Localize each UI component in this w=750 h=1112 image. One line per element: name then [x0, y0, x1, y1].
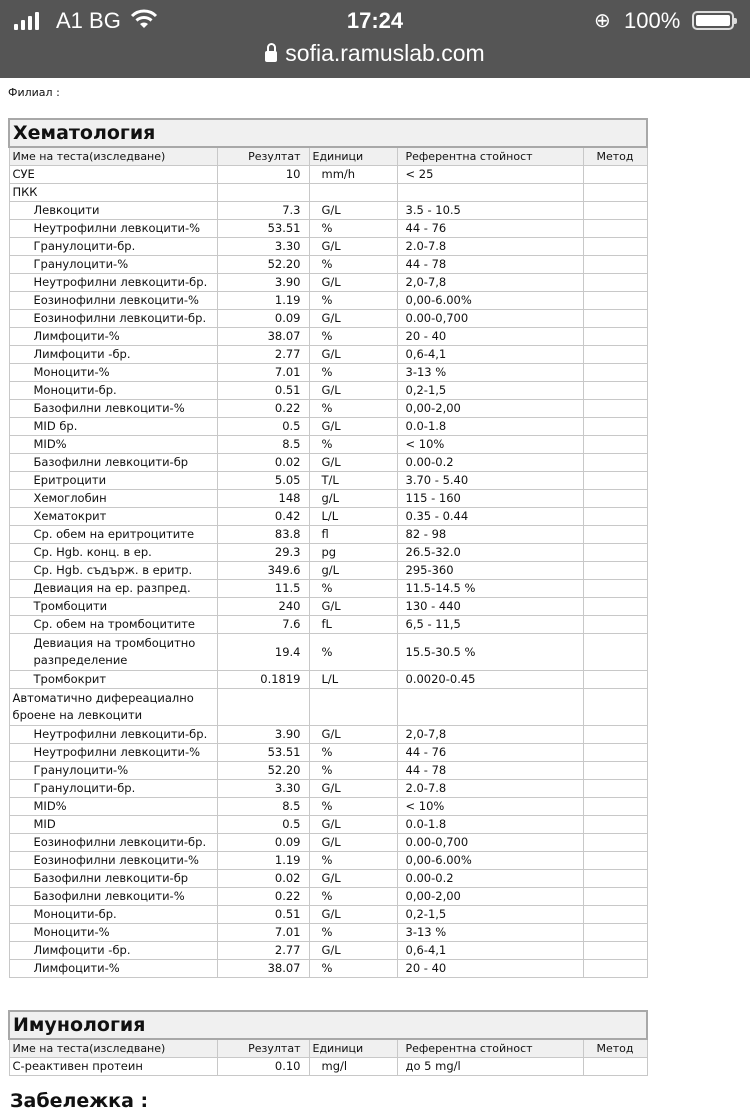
test-result: 0.09	[217, 834, 309, 852]
test-result: 3.30	[217, 238, 309, 256]
table-row	[9, 526, 647, 544]
test-name: Еозинофилни левкоцити-бр.	[9, 310, 217, 328]
test-method	[583, 906, 647, 924]
test-reference: 130 - 440	[397, 598, 583, 616]
table-row	[9, 328, 647, 346]
immunology-section	[8, 1010, 646, 1076]
test-method	[583, 166, 647, 184]
test-reference: 2,0-7,8	[397, 274, 583, 292]
test-unit: fl	[309, 526, 397, 544]
test-reference: 0.35 - 0.44	[397, 508, 583, 526]
test-method	[583, 598, 647, 616]
test-method	[583, 346, 647, 364]
test-name: Ср. Hgb. съдърж. в еритр.	[9, 562, 217, 580]
column-header: Име на теста(изследване)	[9, 147, 217, 166]
test-name: MID бр.	[9, 418, 217, 436]
test-reference: 20 - 40	[397, 328, 583, 346]
results-table	[8, 118, 648, 978]
note-heading: Забележка :	[10, 1090, 149, 1112]
test-reference: 0,00-6.00%	[397, 852, 583, 870]
test-reference: 0,00-6.00%	[397, 292, 583, 310]
table-row	[9, 689, 647, 726]
test-name: Базофилни левкоцити-бр	[9, 454, 217, 472]
test-reference: 295-360	[397, 562, 583, 580]
test-name: Ср. Hgb. конц. в ер.	[9, 544, 217, 562]
test-unit: L/L	[309, 508, 397, 526]
test-name: Гранулоцити-%	[9, 762, 217, 780]
test-name: Еозинофилни левкоцити-%	[9, 852, 217, 870]
column-header: Референтна стойност	[397, 147, 583, 166]
test-name: Левкоцити	[9, 202, 217, 220]
test-unit: G/L	[309, 346, 397, 364]
test-reference: 0,6-4,1	[397, 942, 583, 960]
test-name: MID%	[9, 798, 217, 816]
test-unit: %	[309, 960, 397, 978]
table-row	[9, 580, 647, 598]
test-result: 52.20	[217, 256, 309, 274]
test-unit: mm/h	[309, 166, 397, 184]
table-row	[9, 202, 647, 220]
table-row	[9, 960, 647, 978]
test-method	[583, 436, 647, 454]
test-reference: 0.0020-0.45	[397, 671, 583, 689]
test-name: Моноцити-%	[9, 364, 217, 382]
test-result: 3.30	[217, 780, 309, 798]
test-method	[583, 924, 647, 942]
test-result: 0.09	[217, 310, 309, 328]
test-reference: 3-13 %	[397, 364, 583, 382]
test-name: MID%	[9, 436, 217, 454]
test-result: 0.02	[217, 454, 309, 472]
test-method	[583, 292, 647, 310]
test-result: 53.51	[217, 744, 309, 762]
table-row	[9, 762, 647, 780]
table-row	[9, 238, 647, 256]
test-result: 0.1819	[217, 671, 309, 689]
status-bar	[0, 6, 750, 36]
test-name: MID	[9, 816, 217, 834]
test-reference: 3-13 %	[397, 924, 583, 942]
test-unit: pg	[309, 544, 397, 562]
test-method	[583, 508, 647, 526]
test-reference	[397, 184, 583, 202]
clock: 17:24	[346, 8, 404, 33]
test-reference: до 5 mg/l	[397, 1058, 583, 1076]
table-row	[9, 906, 647, 924]
test-reference: 0.00-0.2	[397, 454, 583, 472]
test-method	[583, 202, 647, 220]
test-method	[583, 744, 647, 762]
test-method	[583, 382, 647, 400]
test-name: Базофилни левкоцити-%	[9, 888, 217, 906]
test-name: Девиация на тромбоцитно разпределение	[9, 634, 217, 671]
test-method	[583, 274, 647, 292]
test-reference: 0,2-1,5	[397, 382, 583, 400]
test-result: 19.4	[217, 634, 309, 671]
test-reference: 6,5 - 11,5	[397, 616, 583, 634]
table-row	[9, 292, 647, 310]
test-result: 0.10	[217, 1058, 309, 1076]
test-name: Гранулоцити-бр.	[9, 238, 217, 256]
test-unit: %	[309, 256, 397, 274]
test-reference: 2.0-7.8	[397, 238, 583, 256]
test-method	[583, 671, 647, 689]
table-row	[9, 166, 647, 184]
test-reference: 44 - 78	[397, 762, 583, 780]
test-result: 148	[217, 490, 309, 508]
test-method	[583, 960, 647, 978]
test-method	[583, 1058, 647, 1076]
test-method	[583, 942, 647, 960]
test-result: 0.02	[217, 870, 309, 888]
table-row	[9, 924, 647, 942]
test-reference: 3.5 - 10.5	[397, 202, 583, 220]
test-result: 52.20	[217, 762, 309, 780]
test-result: 11.5	[217, 580, 309, 598]
test-method	[583, 834, 647, 852]
column-header: Метод	[583, 1039, 647, 1058]
results-table	[8, 1010, 648, 1076]
table-row	[9, 490, 647, 508]
section-title: Имунология	[9, 1011, 647, 1039]
test-unit: G/L	[309, 726, 397, 744]
test-name: Тромбоцити	[9, 598, 217, 616]
test-result: 8.5	[217, 436, 309, 454]
browser-top-bar	[0, 0, 750, 78]
test-unit: G/L	[309, 906, 397, 924]
test-name: Неутрофилни левкоцити-%	[9, 744, 217, 762]
test-unit: G/L	[309, 942, 397, 960]
test-method	[583, 238, 647, 256]
test-name: Гранулоцити-бр.	[9, 780, 217, 798]
test-unit: G/L	[309, 274, 397, 292]
test-reference: 3.70 - 5.40	[397, 472, 583, 490]
test-unit: %	[309, 634, 397, 671]
test-reference: < 10%	[397, 436, 583, 454]
table-header	[9, 147, 647, 166]
test-result: 1.19	[217, 852, 309, 870]
test-name: Неутрофилни левкоцити-%	[9, 220, 217, 238]
test-method	[583, 544, 647, 562]
test-unit: fL	[309, 616, 397, 634]
test-unit	[309, 689, 397, 726]
table-row	[9, 888, 647, 906]
test-name: Неутрофилни левкоцити-бр.	[9, 274, 217, 292]
table-row	[9, 780, 647, 798]
test-method	[583, 328, 647, 346]
test-reference: 0,00-2,00	[397, 400, 583, 418]
table-row	[9, 616, 647, 634]
test-name: Тромбокрит	[9, 671, 217, 689]
test-method	[583, 184, 647, 202]
test-method	[583, 762, 647, 780]
url-text: sofia.ramuslab.com	[285, 40, 485, 66]
test-reference: 0.00-0.2	[397, 870, 583, 888]
table-row	[9, 598, 647, 616]
test-method	[583, 526, 647, 544]
test-method	[583, 562, 647, 580]
test-result: 10	[217, 166, 309, 184]
test-method	[583, 852, 647, 870]
test-result: 83.8	[217, 526, 309, 544]
test-reference: 0.0-1.8	[397, 816, 583, 834]
table-row	[9, 562, 647, 580]
test-result: 7.6	[217, 616, 309, 634]
test-unit: G/L	[309, 310, 397, 328]
table-row	[9, 310, 647, 328]
test-reference: 82 - 98	[397, 526, 583, 544]
test-unit: G/L	[309, 382, 397, 400]
test-result: 0.42	[217, 508, 309, 526]
test-reference: 44 - 78	[397, 256, 583, 274]
test-method	[583, 256, 647, 274]
test-reference: 20 - 40	[397, 960, 583, 978]
test-result: 0.51	[217, 906, 309, 924]
column-header: Метод	[583, 147, 647, 166]
test-result: 5.05	[217, 472, 309, 490]
test-name: Лимфоцити -бр.	[9, 346, 217, 364]
test-unit: %	[309, 292, 397, 310]
test-reference: 2.0-7.8	[397, 780, 583, 798]
test-name: Девиация на ер. разпред.	[9, 580, 217, 598]
test-name: ПКК	[9, 184, 217, 202]
test-result: 38.07	[217, 328, 309, 346]
table-row	[9, 436, 647, 454]
table-row	[9, 220, 647, 238]
test-unit: G/L	[309, 816, 397, 834]
table-row	[9, 798, 647, 816]
table-row	[9, 1058, 647, 1076]
test-unit: %	[309, 888, 397, 906]
test-result: 1.19	[217, 292, 309, 310]
test-method	[583, 634, 647, 671]
table-row	[9, 671, 647, 689]
test-unit: %	[309, 436, 397, 454]
test-method	[583, 400, 647, 418]
test-unit: G/L	[309, 238, 397, 256]
test-unit: G/L	[309, 870, 397, 888]
test-name: Ср. обем на еритроцитите	[9, 526, 217, 544]
test-name: Автоматично дифереациално броене на левкоцити	[9, 689, 217, 726]
table-row	[9, 870, 647, 888]
table-row	[9, 454, 647, 472]
test-reference: 44 - 76	[397, 744, 583, 762]
lock-icon	[265, 51, 277, 62]
table-row	[9, 418, 647, 436]
test-reference: < 25	[397, 166, 583, 184]
test-result	[217, 184, 309, 202]
test-result: 53.51	[217, 220, 309, 238]
test-name: С-реактивен протеин	[9, 1058, 217, 1076]
test-name: Еозинофилни левкоцити-бр.	[9, 834, 217, 852]
test-method	[583, 870, 647, 888]
test-name: Моноцити-бр.	[9, 906, 217, 924]
test-result	[217, 689, 309, 726]
test-result: 8.5	[217, 798, 309, 816]
test-name: Еритроцити	[9, 472, 217, 490]
test-reference: 0.00-0,700	[397, 310, 583, 328]
test-result: 7.01	[217, 924, 309, 942]
test-result: 2.77	[217, 942, 309, 960]
test-method	[583, 310, 647, 328]
test-method	[583, 364, 647, 382]
section-title: Хематология	[9, 119, 647, 147]
test-name: Ср. обем на тромбоцитите	[9, 616, 217, 634]
test-reference: 0.00-0,700	[397, 834, 583, 852]
test-name: СУЕ	[9, 166, 217, 184]
test-result: 0.22	[217, 400, 309, 418]
test-reference: 11.5-14.5 %	[397, 580, 583, 598]
test-unit: %	[309, 580, 397, 598]
table-row	[9, 382, 647, 400]
test-unit: %	[309, 798, 397, 816]
test-method	[583, 220, 647, 238]
test-result: 7.3	[217, 202, 309, 220]
test-method	[583, 798, 647, 816]
test-reference: 0,6-4,1	[397, 346, 583, 364]
test-reference	[397, 689, 583, 726]
table-row	[9, 364, 647, 382]
test-unit: G/L	[309, 418, 397, 436]
table-row	[9, 634, 647, 671]
test-result: 29.3	[217, 544, 309, 562]
test-result: 0.5	[217, 816, 309, 834]
rotation-lock-icon: ⊕	[594, 10, 611, 32]
hematology-section	[8, 118, 646, 978]
test-name: Неутрофилни левкоцити-бр.	[9, 726, 217, 744]
table-header	[9, 1039, 647, 1058]
test-result: 0.5	[217, 418, 309, 436]
table-row	[9, 184, 647, 202]
table-row	[9, 472, 647, 490]
test-method	[583, 490, 647, 508]
test-reference: < 10%	[397, 798, 583, 816]
test-result: 7.01	[217, 364, 309, 382]
test-unit: %	[309, 762, 397, 780]
table-row	[9, 256, 647, 274]
table-row	[9, 346, 647, 364]
test-name: Моноцити-бр.	[9, 382, 217, 400]
table-row	[9, 852, 647, 870]
test-unit: %	[309, 364, 397, 382]
table-row	[9, 834, 647, 852]
column-header: Референтна стойност	[397, 1039, 583, 1058]
test-name: Базофилни левкоцити-%	[9, 400, 217, 418]
test-name: Моноцити-%	[9, 924, 217, 942]
test-method	[583, 616, 647, 634]
test-unit: %	[309, 852, 397, 870]
test-method	[583, 726, 647, 744]
test-method	[583, 472, 647, 490]
battery-icon	[692, 11, 734, 30]
column-header: Име на теста(изследване)	[9, 1039, 217, 1058]
test-reference: 115 - 160	[397, 490, 583, 508]
test-reference: 0,2-1,5	[397, 906, 583, 924]
test-name: Хематокрит	[9, 508, 217, 526]
test-reference: 15.5-30.5 %	[397, 634, 583, 671]
test-reference: 0.0-1.8	[397, 418, 583, 436]
test-unit: %	[309, 744, 397, 762]
test-unit	[309, 184, 397, 202]
test-reference: 26.5-32.0	[397, 544, 583, 562]
test-unit: T/L	[309, 472, 397, 490]
test-reference: 0,00-2,00	[397, 888, 583, 906]
test-unit: G/L	[309, 780, 397, 798]
test-unit: g/L	[309, 562, 397, 580]
table-row	[9, 744, 647, 762]
column-header: Единици	[309, 1039, 397, 1058]
test-name: Лимфоцити-%	[9, 328, 217, 346]
test-method	[583, 888, 647, 906]
column-header: Резултат	[217, 1039, 309, 1058]
test-unit: G/L	[309, 834, 397, 852]
address-bar[interactable]	[0, 40, 750, 67]
test-result: 240	[217, 598, 309, 616]
test-result: 349.6	[217, 562, 309, 580]
test-name: Гранулоцити-%	[9, 256, 217, 274]
test-result: 0.51	[217, 382, 309, 400]
column-header: Единици	[309, 147, 397, 166]
test-result: 0.22	[217, 888, 309, 906]
carrier-label: A1 BG	[56, 8, 121, 33]
test-reference: 44 - 76	[397, 220, 583, 238]
table-row	[9, 508, 647, 526]
test-unit: L/L	[309, 671, 397, 689]
test-result: 3.90	[217, 274, 309, 292]
test-unit: G/L	[309, 454, 397, 472]
battery-percent: 100%	[624, 8, 681, 33]
test-method	[583, 816, 647, 834]
test-result: 3.90	[217, 726, 309, 744]
test-result: 38.07	[217, 960, 309, 978]
test-name: Лимфоцити-%	[9, 960, 217, 978]
test-unit: %	[309, 400, 397, 418]
test-unit: %	[309, 328, 397, 346]
test-unit: g/L	[309, 490, 397, 508]
table-row	[9, 400, 647, 418]
table-row	[9, 274, 647, 292]
test-unit: %	[309, 924, 397, 942]
test-name: Еозинофилни левкоцити-%	[9, 292, 217, 310]
table-row	[9, 544, 647, 562]
test-method	[583, 418, 647, 436]
test-unit: G/L	[309, 202, 397, 220]
test-reference: 2,0-7,8	[397, 726, 583, 744]
test-method	[583, 580, 647, 598]
test-unit: %	[309, 220, 397, 238]
filial-label: Филиал :	[8, 86, 60, 99]
table-row	[9, 816, 647, 834]
table-row	[9, 942, 647, 960]
column-header: Резултат	[217, 147, 309, 166]
test-name: Базофилни левкоцити-бр	[9, 870, 217, 888]
test-method	[583, 454, 647, 472]
test-name: Хемоглобин	[9, 490, 217, 508]
test-method	[583, 689, 647, 726]
table-row	[9, 726, 647, 744]
test-name: Лимфоцити -бр.	[9, 942, 217, 960]
test-unit: G/L	[309, 598, 397, 616]
test-method	[583, 780, 647, 798]
test-unit: mg/l	[309, 1058, 397, 1076]
test-result: 2.77	[217, 346, 309, 364]
